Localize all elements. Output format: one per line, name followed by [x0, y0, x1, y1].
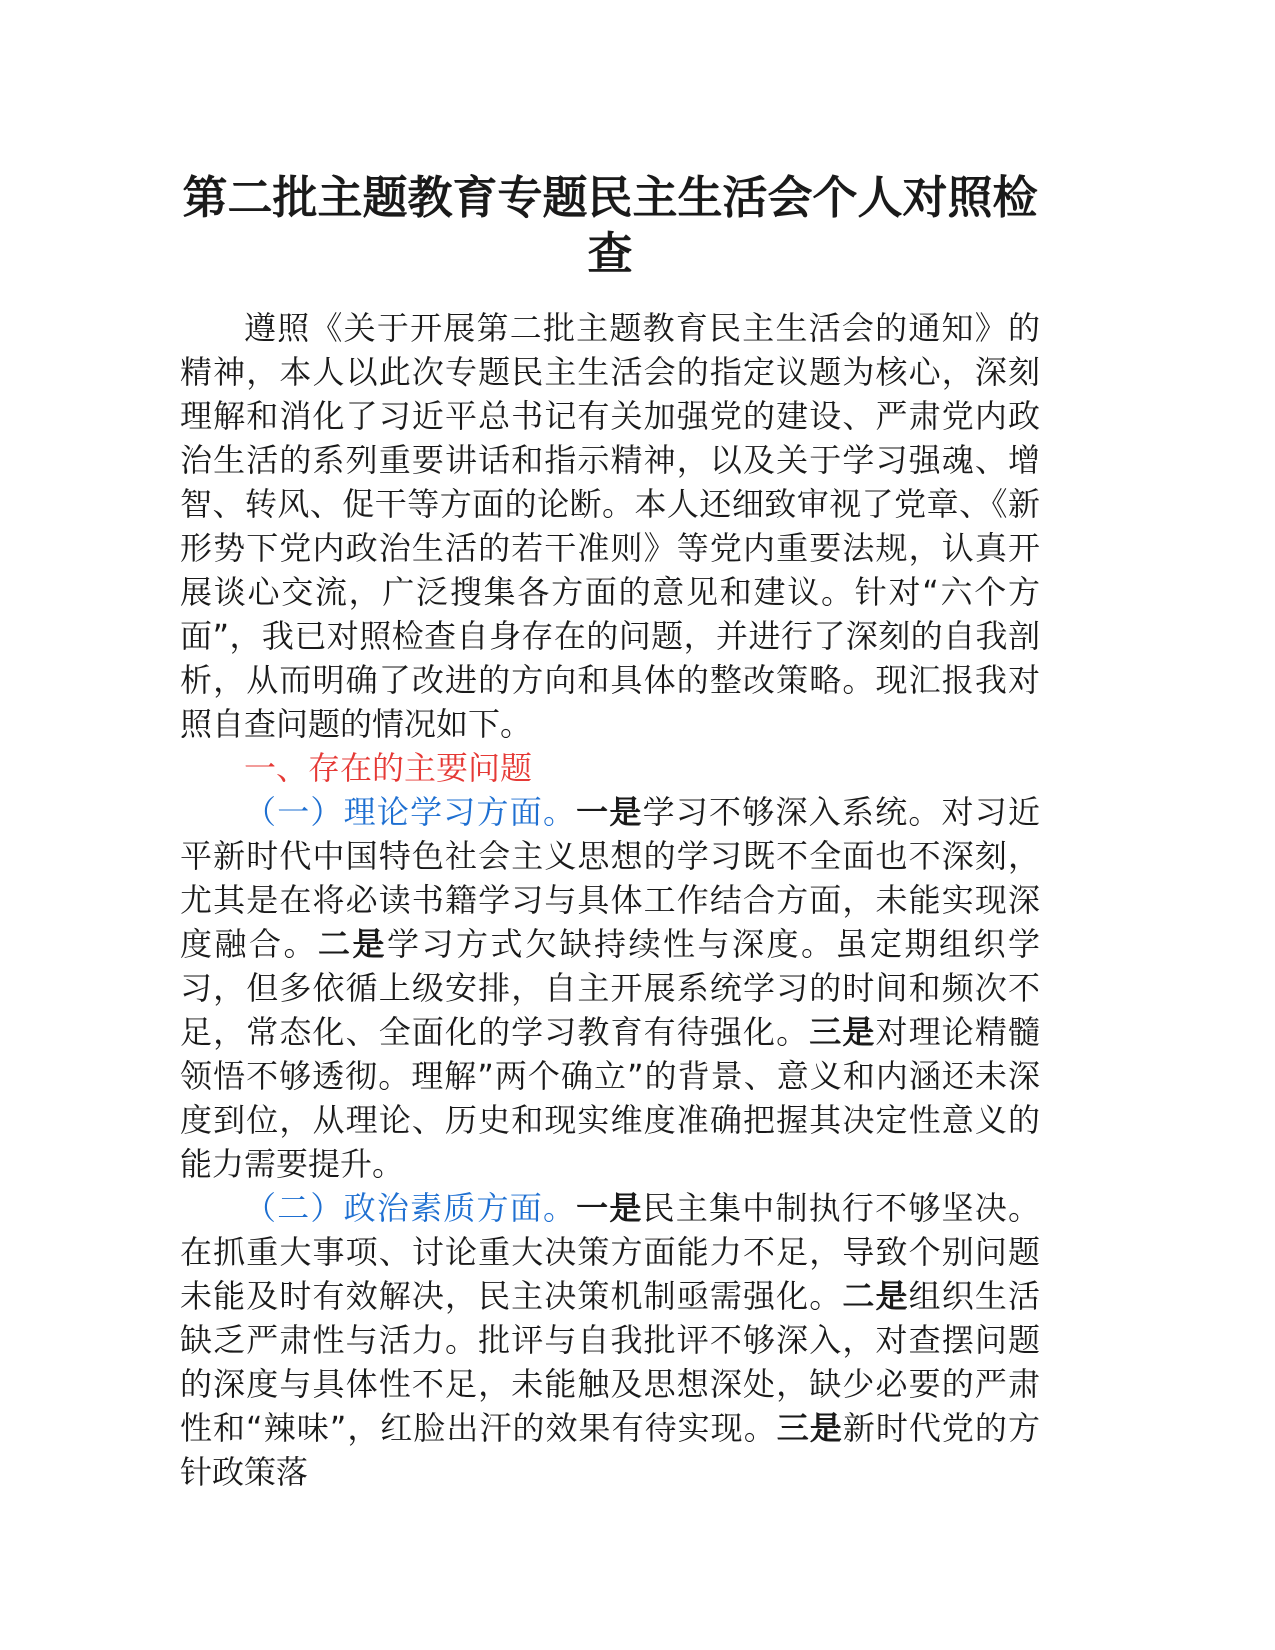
point-text: 学习不够深入系统。对习近平新时代中国特色社会主义思想的学习既不全面也不深刻，尤其是在将必读书籍学习与具体工作结合方面，未能实现深度融合。 [180, 793, 1040, 963]
point-text: 对理论精髓领悟不够透彻。理解”两个确立”的背景、意义和内涵还未深度到位，从理论、历史和现实维度准确把握其决定性意义的能力需要提升。 [180, 1013, 1040, 1183]
section-heading [180, 746, 1040, 790]
point-text: 民主集中制执行不够坚决。在抓重大事项、讨论重大决策方面能力不足，导致个别问题未能及时有效解决，民主决策机制亟需强化。 [180, 1189, 1040, 1315]
point-label: 三是 [809, 1013, 876, 1051]
subsection-theory [180, 790, 1040, 1186]
subsection-political [180, 1186, 1040, 1494]
subsection-heading: （二）政治素质方面。 [244, 1189, 577, 1227]
document-title: 第二批主题教育专题民主生活会个人对照检查 [182, 171, 1038, 280]
point-label: 三是 [776, 1409, 843, 1447]
point-text: 新时代党的方针政策落 [180, 1409, 1040, 1491]
section-heading-text: 一、存在的主要问题 [244, 749, 533, 787]
subsection-heading: （一）理论学习方面。 [244, 793, 577, 831]
document-page [180, 170, 1040, 1494]
point-text: 学习方式欠缺持续性与深度。虽定期组织学习，但多依循上级安排，自主开展系统学习的时间和频次不足，常态化、全面化的学习教育有待强化。 [180, 925, 1040, 1051]
point-label: 二是 [318, 925, 387, 963]
point-label: 一是 [576, 793, 643, 831]
intro-paragraph: 遵照《关于开展第二批主题教育民主生活会的通知》的精神，本人以此次专题民主生活会的指定议题为核心，深刻理解和消化了习近平总书记有关加强党的建设、严肃党内政治生活的系列重要讲话和指示精神，以及关于学习强魂、增智、转风、促干等方面的论断。本人还细致审视了党章、《新形势下党内政治生活的若干准则》等党内重要法规，认真开展谈心交流，广泛搜集各方面的意见和建议。针对“六个方面”，我已对照检查自身存在的问题，并进行了深刻的自我剖析，从而明确了改进的方向和具体的整改策略。现汇报我对照自查问题的情况如下。 [180, 309, 1040, 743]
point-text: 组织生活缺乏严肃性与活力。批评与自我批评不够深入，对查摆问题的深度与具体性不足，未能触及思想深处，缺少必要的严肃性和“辣味”，红脸出汗的效果有待实现。 [180, 1277, 1040, 1447]
point-label: 一是 [576, 1189, 643, 1227]
point-label: 二是 [842, 1277, 909, 1315]
